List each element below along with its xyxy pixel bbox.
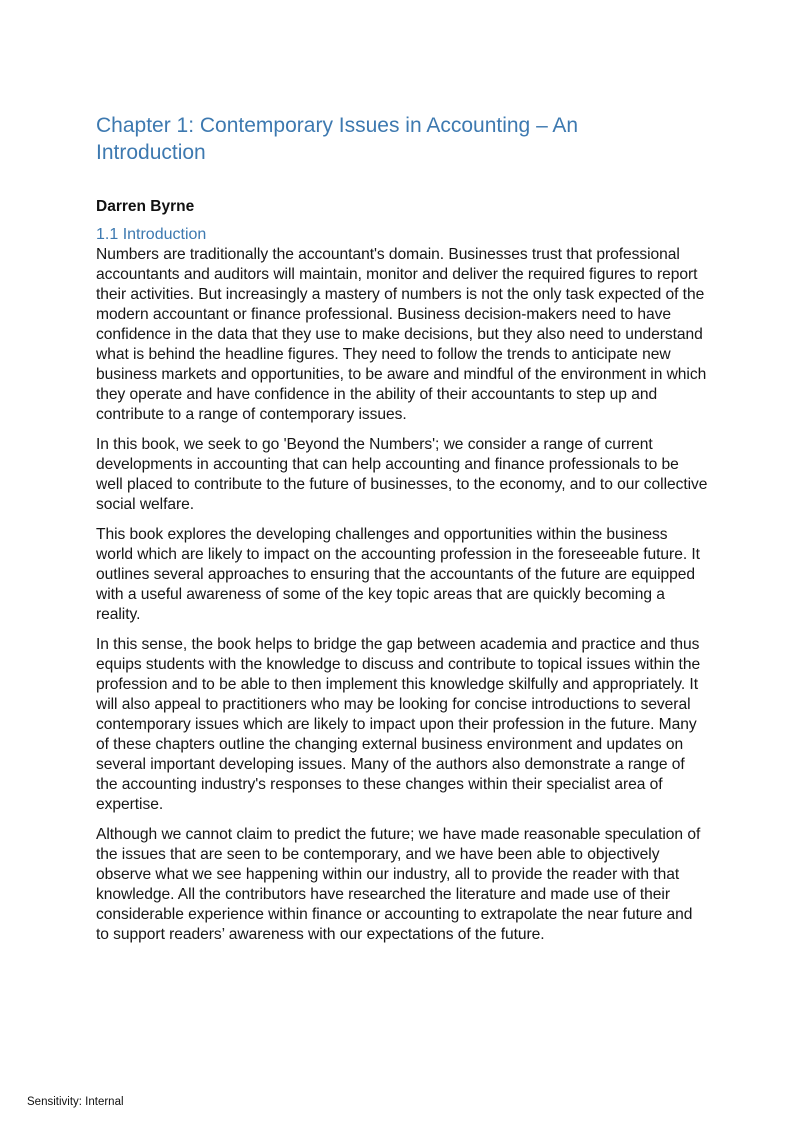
paragraph-2: In this book, we seek to go 'Beyond the Numbers'; we consider a range of current developments in accounting that can help accounting and finance professionals to be well placed to contribute to the future of businesses, to the economy, and to our collective social welfare. xyxy=(96,436,708,513)
author-name: Darren Byrne xyxy=(96,198,195,215)
section-heading: 1.1 Introduction xyxy=(96,226,207,243)
chapter-content xyxy=(96,112,708,955)
paragraph-4: In this sense, the book helps to bridge the gap between academia and practice and thus equips students with the knowledge to discuss and contribute to topical issues within the profession and to be able to then implement this knowledge skilfully and appropriately. It will also appeal to practitioners who may be looking for concise introductions to several contemporary issues which are likely to impact upon their profession in the future. Many of these chapters outline the changing external business environment and updates on several important developing issues. Many of the authors also demonstrate a range of the accounting industry's responses to these changes within their specialist area of expertise. xyxy=(96,636,701,813)
chapter-title: Chapter 1: Contemporary Issues in Accounting – An Introduction xyxy=(96,114,579,164)
sensitivity-label: Sensitivity: Internal xyxy=(27,1096,124,1108)
paragraph-1: Numbers are traditionally the accountant's domain. Businesses trust that professional accountants and auditors will maintain, monitor and deliver the required figures to report their activities. But increasingly a mastery of numbers is not the only task expected of the modern accountant or finance professional. Business decision-makers need to have confidence in the data that they use to make decisions, but they also need to understand what is behind the headline figures. They need to follow the trends to anticipate new business markets and opportunities, to be aware and mindful of the environment in which they operate and have confidence in the ability of their accountants to step up and contribute to a range of contemporary issues. xyxy=(96,246,707,423)
paragraph-5: Although we cannot claim to predict the future; we have made reasonable speculation of the issues that are seen to be contemporary, and we have been able to objectively observe what we see happening within our industry, all to provide the reader with that knowledge. All the contributors have researched the literature and made use of their considerable experience within finance or accounting to extrapolate the near future and to support readers’ awareness with our expectations of the future. xyxy=(96,826,701,943)
paragraph-3: This book explores the developing challenges and opportunities within the business world which are likely to impact on the accounting profession in the foreseeable future. It outlines several approaches to ensuring that the accountants of the future are equipped with a useful awareness of some of the key topic areas that are quickly becoming a reality. xyxy=(96,526,700,623)
